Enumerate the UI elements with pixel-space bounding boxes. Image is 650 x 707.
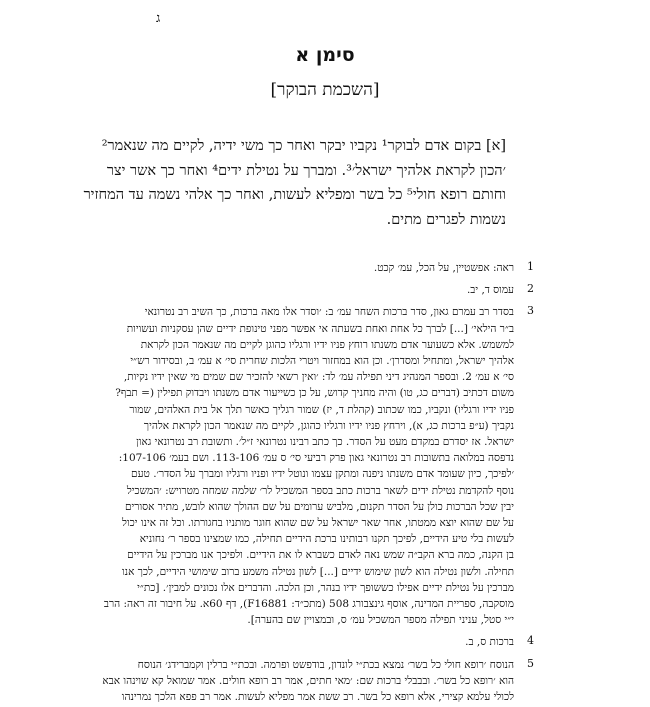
footnote-line: נדפסה במלואה בתשובות רב נטרונאי גאון פרק רביעי סי׳ ס עמ׳ 113-106. ושם בעמ׳ 107-106: <box>118 452 514 465</box>
footnote-line: נוסף להקדמת נטילת ידים לשאר ברכות כתב בספר המשכיל לר׳ שלמה שמחה מטרויש: ׳המשכיל <box>126 484 514 497</box>
footnote-line: בן הקנה, כמה ברא הקב״ה שמש נאה לאדם כשברא לו את הידיים. ולפיכך אנו מברכין על הידיים <box>127 549 514 562</box>
footnote-line: תחילה. ולשון נטילה הוא לשון שימוש ידיים [...] לשון נטילה משמע ברוב שימושי הידיים, לכך אנו <box>121 565 514 578</box>
footnote <box>108 282 534 298</box>
footnote-line: ׳לפיכך, כיון שעומד אדם משנתו ניפנה ומתקן עצמו ונוטל ידיו ופניו ורגליו ומברך על הסדר׳. טעם <box>131 468 514 481</box>
footnote <box>102 656 534 706</box>
footnote-line: סי׳ א עמ׳ 2. ובספר המנהיג דיני תפילה עמ׳ לד: ׳ואין רשאי להזכיר שם שמים מי שאין ידיו נקיות, <box>123 371 514 384</box>
footnote-line: מוסקבה, ספריית המדינה, אוסף גינצבורג 508 (מתכ״ד: F16881), דף 60א. על חיבור זה ראה: הרב <box>103 598 514 611</box>
footnote <box>108 260 534 276</box>
footnote <box>103 304 534 628</box>
footnote-line: פניו ידיו ורגליו) ונקביו, כמו שכתוב (קהלת ד, יז) שמור רגליך כאשר תלך אל בית האלהים, שמור <box>129 403 514 416</box>
footnotes <box>102 260 534 707</box>
footnote-line: בסדר רב עמרם גאון, סדר ברכות השחר עמ׳ ב: ׳וסדר אלו מאה ברכות, כך השיב רב נטרונאי <box>144 306 514 319</box>
footnote <box>108 634 534 650</box>
section-subtitle: [השכמת הבוקר] <box>270 80 380 100</box>
footnote-line: י״י סטל, עניני תפילה מספר המשכיל עמ׳ ס, ובמצויין שם בהערה]. <box>247 614 514 627</box>
footnote-line: משום דכתיב (דברים כג, טו) והיה מחניך קדוש, על כן כשייעור אדם משנתו ויבדוק תפילין (= תבף? <box>115 387 514 400</box>
main-text <box>83 134 506 232</box>
footnote-line: עמוס ד, יב. <box>466 284 514 297</box>
footnote-line: על שם שהוא יוצא ממטתו, אחר שאר ישראל על שם שהוא חוגר מותניו בחגורתו. וכל זה אינו יכול <box>122 517 514 530</box>
footnote-number: 1 <box>527 260 534 273</box>
footnote-line: למשמש. אלא כשעוער אדם משנתו רוחץ פניו ידיו ורגליו כהוגן לקיים מה שנאמר הכון לקראת <box>140 338 514 351</box>
footnote-line: ברכות ס, ב. <box>465 636 514 649</box>
footnote-number: 2 <box>527 282 534 296</box>
main-text-line: ׳הכון לקראת אלהיך ישראל׳³. ומברך על נטילת ידים⁴ ואחר כך אשר יצר <box>106 162 506 179</box>
main-text-line: [א] בקום אדם לבוקר¹ נקביו יבקר ואחר כך משי ידיה, לקיים מה שנאמר² <box>101 138 506 154</box>
footnote-number: 5 <box>527 656 534 670</box>
footnote-line: לעשות בלי טיע הידיים, לפיכך תקנו רבותינו ברכת הידיים תחילה, כמו שמצינו בספר ר׳ נחוניא <box>139 533 514 546</box>
page-number: ג <box>156 11 161 26</box>
main-text-line: נשמות לפגרים מתים. <box>386 211 506 228</box>
footnote-line: ב״ר הילאי׳ [...] לברך כל אחת ואחת בשעתה אי אפשר מפני טינופת ידיים שהן עסקניות ועשויות <box>126 322 514 335</box>
footnote-line: הוא ׳רופא כל בשר׳. ובבבלי ברכות שם: ׳מאי חתים, אמר רב רופא חולים. אמר שמואל קא שוינהו אבא <box>102 674 514 687</box>
footnote-line: לכולי עלמא קצירי, אלא רופא כל בשר. רב ששת אמר מפליא לעשות. אמר רב פפא הלכך נמרינהו <box>121 691 514 704</box>
main-text-line: וחותם רופא חולי⁵ כל בשר ומפליא לעשות, ואחר כך אלהי נשמה עד המחזיר <box>83 187 506 203</box>
footnote-number: 4 <box>527 634 534 648</box>
footnote-number: 3 <box>527 304 534 318</box>
footnote-line: יבין שכל הברכות כולן על הסדר תקנום, מלביש ערומים על שם ההולך שהוא לובש, מתיר אסורים <box>125 500 514 513</box>
footnote-line: אלהיך ישראל, ומתחיל ומסדרן׳. וכן הוא במחזור ויטרי הלכות שחרית סי׳ א עמ׳ ב, ובסידור רש״י <box>130 355 514 368</box>
footnote-line: נקביך (ע״פ ברכות כג, א), וירחץ פניו ידיו ורגליו כהוגן, לקיים מה שנאמר הכון לקראת אלהיך <box>143 419 514 432</box>
footnote-line: מברכין על נטילת ידיים אפילו כששופך ידיו בנהר, וכן הלכה. והדברים אלו נכונים למבין׳. [כת״י <box>137 581 514 594</box>
section-title: סימן א <box>295 44 355 66</box>
footnote-line: הנוסח ׳רופא חולי כל בשר׳ נמצא בכת״י לונדון, בודפשט ופרמה. ובכת״י ברלין וקמברידג׳ הנוסח <box>137 658 514 671</box>
footnote-line: ראה: אפשטיין, על הכל, עמ׳ קכט. <box>373 262 514 274</box>
footnote-line: ישראל. אז יסדרם במקדם מעט על הסדר. כך כתב רבינו נטרונאי ז״ל׳. ותשובת רב נטרונאי גאון <box>136 436 514 449</box>
